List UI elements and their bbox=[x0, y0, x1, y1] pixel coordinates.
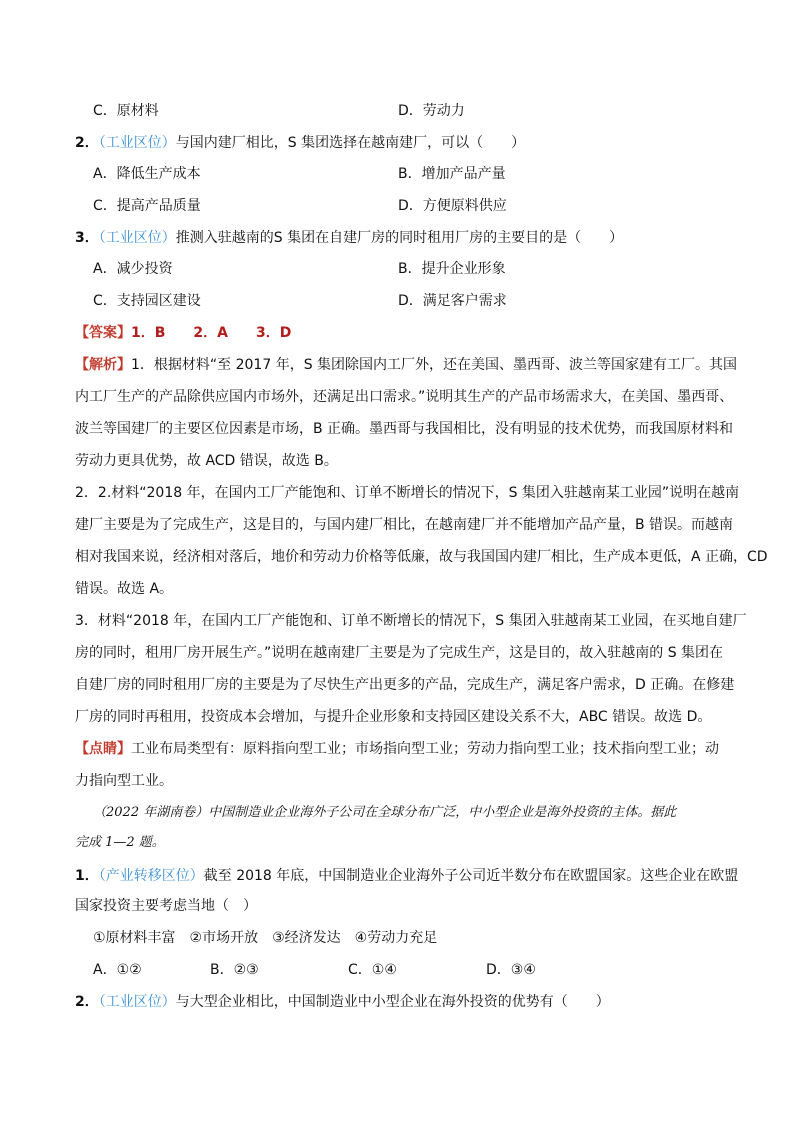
question-tag: （工业区位） bbox=[98, 994, 176, 1010]
question-3 bbox=[75, 228, 623, 248]
question-tag: （产业转移区位） bbox=[98, 868, 204, 884]
question-2 bbox=[75, 133, 525, 153]
option-a: A．减少投资 bbox=[93, 261, 173, 277]
answer-label: 【答案】 bbox=[75, 325, 131, 341]
option-d: D．满足客户需求 bbox=[398, 293, 507, 309]
option-c: C．原材料 bbox=[93, 103, 159, 119]
option-d: D．③④ bbox=[486, 962, 536, 978]
question-stem-line: 国家投资主要考虑当地（ ） bbox=[75, 898, 257, 914]
analysis-line: 自建厂房的同时租用厂房的主要是为了尽快生产出更多的产品，完成生产，满足客户需求，D 正确。在修建 bbox=[75, 677, 735, 693]
tips-text: 工业布局类型有：原料指向型工业；市场指向型工业；劳动力指向型工业；技术指向型工业；动 bbox=[131, 741, 719, 757]
option-a: A．降低生产成本 bbox=[93, 166, 201, 182]
analysis-line: 内工厂生产的产品除供应国内市场外，还满足出口需求。”说明其生产的产品市场需求大，在美国、墨西哥、 bbox=[75, 389, 734, 405]
analysis-line: 房的同时，租用厂房开展生产。”说明在越南建厂主要是为了完成生产，这是目的，故入驻越南的 S 集团在 bbox=[75, 645, 724, 661]
analysis-line: 波兰等国建厂的主要区位因素是市场，B 正确。墨西哥与我国相比，没有明显的技术优势，而我国原材料和 bbox=[75, 421, 734, 437]
analysis-line: 错误。故选 A。 bbox=[75, 581, 174, 597]
question-stem: 截至 2018 年底，中国制造业企业海外子公司近半数分布在欧盟国家。这些企业在欧盟 bbox=[203, 868, 739, 884]
analysis-label: 【解析】 bbox=[75, 357, 131, 373]
option-d: D．方便原料供应 bbox=[398, 198, 507, 214]
question-tag: （工业区位） bbox=[98, 135, 176, 151]
tips-label: 【点睛】 bbox=[75, 741, 131, 757]
answer-text: 1．B 2．A 3．D bbox=[131, 325, 292, 341]
option-a: A．①② bbox=[93, 962, 142, 978]
answer-line bbox=[75, 323, 291, 343]
option-b: B．提升企业形象 bbox=[398, 261, 506, 277]
question-number: 3． bbox=[75, 230, 99, 246]
option-c: C．支持园区建设 bbox=[93, 293, 201, 309]
analysis-line: 厂房的同时再租用，投资成本会增加，与提升企业形象和支持园区建设关系不大，ABC 错误。故选 D。 bbox=[75, 709, 712, 725]
analysis-line: 3．材料“2018 年，在国内工厂产能饱和、订单不断增长的情况下，S 集团入驻越南某工业园，在买地自建厂 bbox=[75, 613, 747, 629]
analysis-line: 2．2.材料“2018 年，在国内工厂产能饱和、订单不断增长的情况下，S 集团入驻越南某工业园”说明在越南 bbox=[75, 485, 740, 501]
question-stem: 推测入驻越南的S 集团在自建厂房的同时租用厂房的主要目的是（ ） bbox=[175, 230, 624, 246]
analysis-line: 劳动力更具优势，故 ACD 错误，故选 B。 bbox=[75, 453, 338, 469]
question-1 bbox=[75, 866, 738, 886]
analysis-line: 相对我国来说，经济相对落后，地价和劳动力价格等低廉，故与我国国内建厂相比，生产成本更低，A 正确，CD bbox=[75, 549, 768, 565]
intro-line: 完成 1—2 题。 bbox=[75, 835, 165, 850]
intro-line: （2022 年湖南卷）中国制造业企业海外子公司在全球分布广泛，中小型企业是海外投资的主体。据此 bbox=[93, 805, 677, 820]
analysis-line: 建厂主要是为了完成生产，这是目的，与国内建厂相比，在越南建厂并不能增加产品产量，B 错误。而越南 bbox=[75, 517, 734, 533]
question-stem: 与国内建厂相比，S 集团选择在越南建厂，可以（ ） bbox=[175, 135, 526, 151]
option-b: B．②③ bbox=[210, 962, 259, 978]
question-number: 2． bbox=[75, 994, 99, 1010]
analysis-line bbox=[75, 355, 737, 375]
option-c: C．提高产品质量 bbox=[93, 198, 201, 214]
option-c: C．①④ bbox=[348, 962, 397, 978]
tips-line: 力指向型工业。 bbox=[75, 773, 173, 789]
tips-line bbox=[75, 739, 719, 759]
question-tag: （工业区位） bbox=[98, 230, 176, 246]
question-2 bbox=[75, 992, 610, 1012]
analysis-text: 1．根据材料“至 2017 年，S 集团除国内工厂外，还在美国、墨西哥、波兰等国家建有工厂。其国 bbox=[131, 357, 738, 373]
question-number: 1． bbox=[75, 868, 99, 884]
option-d: D．劳动力 bbox=[398, 103, 465, 119]
question-items: ①原材料丰富 ②市场开放 ③经济发达 ④劳动力充足 bbox=[93, 930, 438, 946]
option-b: B．增加产品产量 bbox=[398, 166, 506, 182]
question-stem: 与大型企业相比，中国制造业中小型企业在海外投资的优势有（ ） bbox=[175, 994, 610, 1010]
question-number: 2． bbox=[75, 135, 99, 151]
